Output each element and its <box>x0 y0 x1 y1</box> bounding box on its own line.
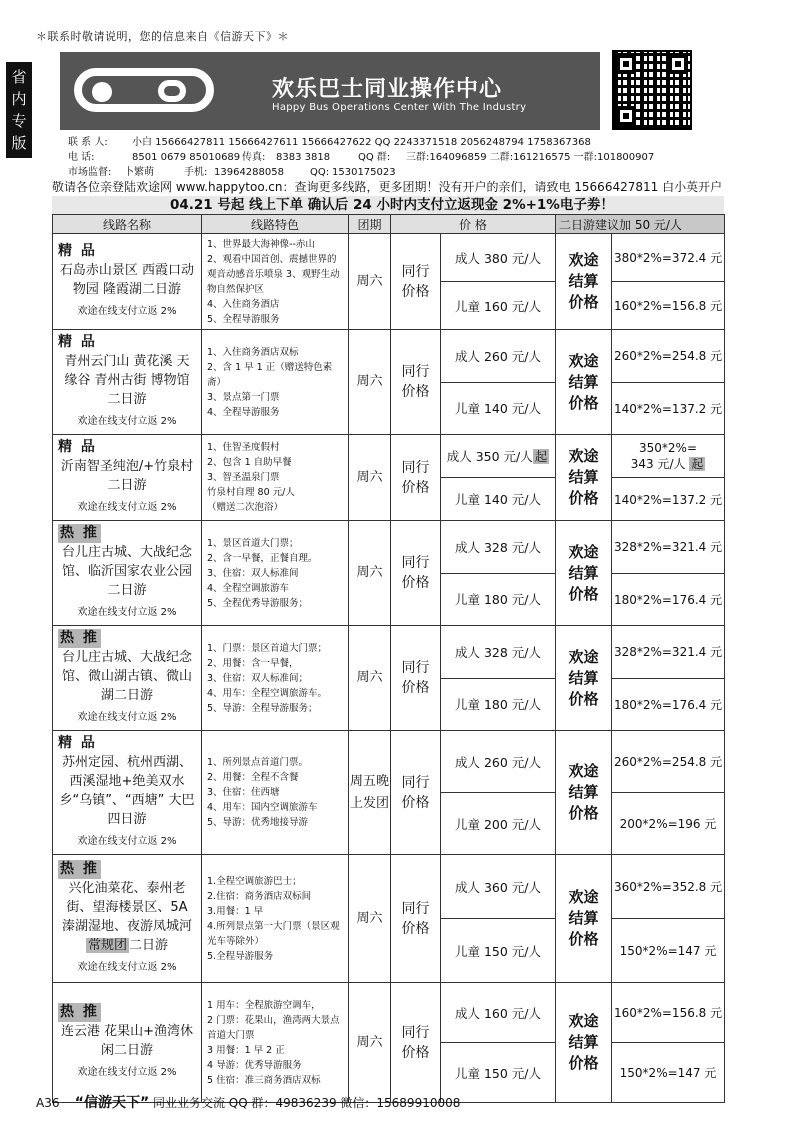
adult-price: 成人 380 元/人 <box>441 234 556 282</box>
peer-price-label: 同行 价格 <box>391 731 441 855</box>
side-tab: 省内专版 <box>6 62 32 158</box>
footer-text: 同业业务交流 QQ 群：49836239 微信：15689910008 <box>152 1096 461 1110</box>
route-name-cell <box>53 731 202 855</box>
route-title: 台儿庄古城、大战纪念馆、临沂国家农业公园 二日游 <box>61 545 192 598</box>
settle-price-label: 欢途 结算 价格 <box>556 521 612 626</box>
banner-subtitle: Happy Bus Operations Center With The Industry <box>272 102 527 113</box>
adult-settle-price: 260*2%=254.8 元 <box>612 731 725 793</box>
rebate-note: 欢途在线支付立返 2% <box>77 712 177 723</box>
page-number: A36 <box>36 1096 60 1110</box>
feature-item: 2、包含 1 自助早餐 <box>207 457 292 468</box>
adult-settle-price: 380*2%=372.4 元 <box>612 234 725 282</box>
feature-item: （赠送二次泡浴） <box>207 502 284 513</box>
qr-code-icon <box>612 50 692 130</box>
adult-settle-price: 260*2%=254.8 元 <box>612 330 725 383</box>
feature-item: 1、门票：景区首道大门票； <box>207 642 328 654</box>
adult-price: 成人 260 元/人 <box>441 330 556 383</box>
table-row <box>53 855 725 919</box>
feature-item: 1、住智圣度假村 <box>207 442 280 453</box>
adult-settle-price: 328*2%=321.4 元 <box>612 626 725 679</box>
route-title: 台儿庄古城、大战纪念馆、微山湖古镇、微山湖二日游 <box>61 650 192 703</box>
feature-item: 4 导游：优秀导游服务 <box>207 1059 302 1071</box>
settle-price-label: 欢途 结算 价格 <box>556 626 612 731</box>
schedule-cell: 周六 <box>349 521 391 626</box>
route-table <box>52 214 725 1103</box>
contact-people-line: 联 系 人: 小白 15666427811 15666427611 15666427622 QQ 2243371518 2056248794 1758367368 <box>68 137 591 148</box>
child-price: 儿童 140 元/人 <box>441 478 556 521</box>
adult-price: 成人 160 元/人 <box>441 983 556 1043</box>
features-cell <box>202 983 349 1103</box>
route-tag: 精 品 <box>58 243 97 259</box>
adult-settle-price: 328*2%=321.4 元 <box>612 521 725 574</box>
route-name-cell <box>53 330 202 435</box>
feature-item: 1、景区首道大门票； <box>207 537 299 549</box>
route-name-cell <box>53 855 202 983</box>
feature-item: 3 用餐：1 早 2 正 <box>207 1044 285 1056</box>
notice-text: 敬请各位亲登陆欢途网 www.happytoo.cn：查询更多线路，更多团期！没有开户的亲们，请致电 15666427811 白小英开户 <box>52 180 723 194</box>
route-tag: 热 推 <box>60 861 99 877</box>
features-cell <box>202 521 349 626</box>
route-tag: 热 推 <box>60 1004 99 1020</box>
bus-logo-icon <box>74 68 214 112</box>
peer-price-label: 同行 价格 <box>391 330 441 435</box>
adult-price: 成人 360 元/人 <box>441 855 556 919</box>
feature-item: 2、用餐：全程不含餐 <box>207 772 299 783</box>
features-cell <box>202 234 349 330</box>
features-cell <box>202 626 349 731</box>
adult-price: 成人 328 元/人 <box>441 521 556 574</box>
route-name-cell <box>53 521 202 626</box>
footer-brand: “信游天下” <box>74 1095 150 1111</box>
rebate-note: 欢途在线支付立返 2% <box>77 416 177 427</box>
header-schedule: 团期 <box>349 215 391 234</box>
adult-settle-price: 350*2%= 343 元/人 起 <box>612 435 725 478</box>
adult-settle-price: 160*2%=156.8 元 <box>612 983 725 1043</box>
feature-item: 3、景点第一门票 <box>207 391 280 403</box>
price-mark: 起 <box>534 449 548 464</box>
table-row <box>53 234 725 282</box>
table-row <box>53 330 725 383</box>
footer <box>36 1092 460 1112</box>
schedule-cell: 周六 <box>349 234 391 330</box>
feature-item: 3、住宿：住西塘 <box>207 787 280 798</box>
header-suggest: 二日游建议加 50 元/人 <box>556 215 725 234</box>
route-tag: 精 品 <box>58 439 97 455</box>
route-name-cell <box>53 983 202 1103</box>
rebate-note: 欢途在线支付立返 2% <box>77 607 177 618</box>
table-row <box>53 435 725 478</box>
peer-price-label: 同行 价格 <box>391 521 441 626</box>
feature-item: 5、导游：全程导游服务； <box>207 702 318 714</box>
route-tag: 热 推 <box>60 525 99 541</box>
rebate-note: 欢途在线支付立返 2% <box>77 836 177 847</box>
route-tag: 精 品 <box>58 334 97 350</box>
schedule-cell: 周六 <box>349 330 391 435</box>
feature-item: 1 用车：全程旅游空调车， <box>207 999 321 1011</box>
route-title: 兴化油菜花、泰州老街、望海楼景区、5A 溱湖湿地、夜游凤城河常规团 二日游 <box>61 881 192 953</box>
features-cell <box>202 731 349 855</box>
schedule-cell: 周六 <box>349 855 391 983</box>
feature-item: 1、世界最大海神像--赤山 <box>207 238 315 250</box>
settle-price-label: 欢途 结算 价格 <box>556 983 612 1103</box>
feature-item: 5、全程导游服务 <box>207 313 280 325</box>
banner <box>60 52 600 130</box>
adult-settle-price: 360*2%=352.8 元 <box>612 855 725 919</box>
feature-item: 2.住宿：商务酒店双标间 <box>207 890 312 902</box>
peer-price-label: 同行 价格 <box>391 983 441 1103</box>
header-price: 价 格 <box>391 215 556 234</box>
table-header <box>53 215 725 234</box>
peer-price-label: 同行 价格 <box>391 855 441 983</box>
feature-item: 1、入住商务酒店双标 <box>207 346 299 358</box>
route-name-cell <box>53 435 202 521</box>
features-cell <box>202 855 349 983</box>
child-settle-price: 180*2%=176.4 元 <box>612 573 725 626</box>
child-settle-price: 150*2%=147 元 <box>612 919 725 983</box>
feature-item: 2、含一早餐，正餐自理。 <box>207 552 318 564</box>
child-price: 儿童 180 元/人 <box>441 573 556 626</box>
settle-price-label: 欢途 结算 价格 <box>556 330 612 435</box>
settle-price-label: 欢途 结算 价格 <box>556 234 612 330</box>
settle-price-label: 欢途 结算 价格 <box>556 435 612 521</box>
peer-price-label: 同行 价格 <box>391 435 441 521</box>
schedule-cell: 周五晚 上发团 <box>349 731 391 855</box>
banner-title: 欢乐巴士同业操作中心 <box>272 77 503 102</box>
child-settle-price: 180*2%=176.4 元 <box>612 678 725 731</box>
contact-phone-line: 电 话: 8501 0679 85010689 传真: 8383 3818 QQ 群: 三群:164096859 二群:161216575 一群:101800907 <box>68 152 655 163</box>
child-settle-price: 200*2%=196 元 <box>612 793 725 855</box>
route-name-cell <box>53 626 202 731</box>
route-name-cell <box>53 234 202 330</box>
feature-item: 竹泉村自理 80 元/人 <box>207 487 295 498</box>
header-route: 线路名称 <box>53 215 202 234</box>
child-price: 儿童 150 元/人 <box>441 1043 556 1103</box>
schedule-cell: 周六 <box>349 626 391 731</box>
feature-item: 2、含 1 早 1 正（赠送特色素斋） <box>207 361 333 388</box>
child-price: 儿童 140 元/人 <box>441 382 556 435</box>
route-title: 石岛赤山景区 西霞口动物园 隆霞湖二日游 <box>59 263 195 297</box>
promo-banner: 04.21 号起 线上下单 确认后 24 小时内支付立返现金 2%+1%电子劵！ <box>52 196 724 214</box>
header-features: 线路特色 <box>202 215 349 234</box>
route-title: 连云港 花果山+渔湾休闲二日游 <box>60 1024 194 1058</box>
rebate-note: 欢途在线支付立返 2% <box>77 306 177 317</box>
schedule-cell: 周六 <box>349 983 391 1103</box>
child-settle-price: 140*2%=137.2 元 <box>612 478 725 521</box>
top-note: ＊联系时敬请说明，您的信息来自《信游天下》＊ <box>36 30 289 43</box>
schedule-cell: 周六 <box>349 435 391 521</box>
child-price: 儿童 200 元/人 <box>441 793 556 855</box>
route-title: 青州云门山 黄花溪 天缘谷 青州古街 博物馆 二日游 <box>64 354 190 407</box>
child-price: 儿童 180 元/人 <box>441 678 556 731</box>
feature-item: 4、全程导游服务 <box>207 406 280 418</box>
settle-price-label: 欢途 结算 价格 <box>556 731 612 855</box>
adult-price: 成人 328 元/人 <box>441 626 556 679</box>
table-row <box>53 983 725 1043</box>
features-cell <box>202 330 349 435</box>
feature-item: 4、全程空调旅游车 <box>207 582 290 594</box>
feature-item: 4、入住商务酒店 <box>207 298 280 310</box>
route-tag: 热 推 <box>60 630 99 646</box>
table-row <box>53 521 725 574</box>
contact-supervisor-line: 市场监督: 卜繁萌 手机: 13964288058 QQ: 1530175023 <box>68 167 396 178</box>
table-row <box>53 626 725 679</box>
child-settle-price: 140*2%=137.2 元 <box>612 382 725 435</box>
feature-item: 5、导游：优秀地接导游 <box>207 817 309 828</box>
rebate-note: 欢途在线支付立返 2% <box>77 962 177 973</box>
rebate-note: 欢途在线支付立返 2% <box>77 1067 177 1078</box>
peer-price-label: 同行 价格 <box>391 626 441 731</box>
settle-price-label: 欢途 结算 价格 <box>556 855 612 983</box>
feature-item: 5 住宿：准三商务酒店双标 <box>207 1074 321 1086</box>
route-title: 沂南智圣纯泡/+竹泉村 二日游 <box>60 459 194 493</box>
feature-item: 2 门票：花果山，渔湾两大景点首道大门票 <box>207 1014 340 1041</box>
peer-price-label: 同行 价格 <box>391 234 441 330</box>
rebate-note: 欢途在线支付立返 2% <box>77 502 177 513</box>
feature-item: 4、用车：国内空调旅游车 <box>207 802 318 813</box>
feature-item: 3、住宿：双人标准间 <box>207 567 299 579</box>
child-settle-price: 150*2%=147 元 <box>612 1043 725 1103</box>
adult-price: 成人 350 元/人 起 <box>441 435 556 478</box>
table-row <box>53 731 725 793</box>
feature-item: 2、观看中国首创、震撼世界的观音动感音乐喷泉 3、观野生动物自然保护区 <box>207 253 340 295</box>
features-cell <box>202 435 349 521</box>
feature-item: 5、全程优秀导游服务； <box>207 597 309 609</box>
feature-item: 1.全程空调旅游巴士； <box>207 875 302 887</box>
feature-item: 3、智圣温泉门票 <box>207 472 280 483</box>
child-settle-price: 160*2%=156.8 元 <box>612 282 725 330</box>
child-price: 儿童 160 元/人 <box>441 282 556 330</box>
feature-item: 3、住宿：双人标准间； <box>207 672 309 684</box>
adult-price: 成人 260 元/人 <box>441 731 556 793</box>
feature-item: 4.所列景点第一大门票（景区观光车等除外） <box>207 920 340 947</box>
feature-item: 3.用餐：1 早 <box>207 905 264 917</box>
route-tag: 精 品 <box>58 735 97 751</box>
feature-item: 4、用车：全程空调旅游车。 <box>207 687 328 699</box>
feature-item: 5.全程导游服务 <box>207 950 274 962</box>
route-title: 苏州定园、杭州西湖、西溪湿地+绝美双水乡“乌镇”、“西塘” 大巴四日游 <box>59 755 195 827</box>
feature-item: 1、所列景点首道门票。 <box>207 757 309 768</box>
child-price: 儿童 150 元/人 <box>441 919 556 983</box>
feature-item: 2、用餐：含一早餐， <box>207 657 299 669</box>
